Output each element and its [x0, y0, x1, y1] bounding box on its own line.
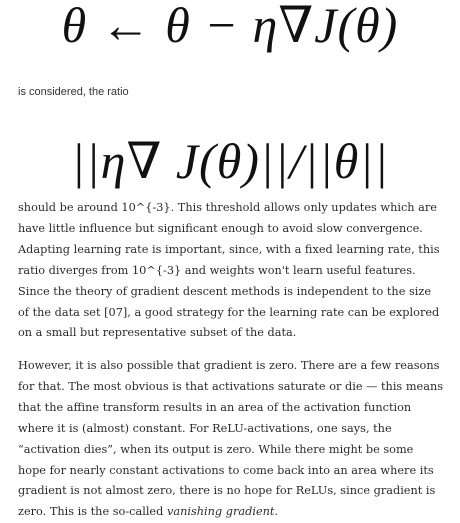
- ratio-equation: ||η∇ J(θ)||/||θ||: [71, 133, 389, 189]
- paragraph-vanishing-gradient-text: However, it is also possible that gradient is zero. There are a few reasons for that. The most obvious is that activations saturate or die — this means that the affine transform results in an area of the activation function where it is (almost) constant. For ReLU-activations, one says, the “activation dies”, when its output is zero. While there might be some hope for nearly constant activations to come back into an area where its gradient is not almost zero, there is no hope for ReLUs, since gradient is zero. This is the so-called: [18, 359, 444, 519]
- paragraph-vanishing-gradient: [18, 356, 444, 523]
- paragraph-learning-rate: should be around 10^{-3}. This threshold allows only updates which are have little influence but significant enough to avoid slow convergence. Adapting learning rate is important, since, with a fixed learning rate, this ratio diverges from 10^{-3} and weights won't learn useful features. Since the theory of gradient descent methods is independent to the size of the data set [07], a good strategy for the learning rate can be explored on a small but representative subset of the data.: [18, 201, 440, 340]
- paragraph-end: .: [274, 505, 279, 519]
- vanishing-gradient-term: vanishing gradient: [166, 505, 275, 519]
- update-rule-equation: θ ← θ − η∇J(θ): [61, 0, 399, 53]
- intro-text: is considered, the ratio: [18, 86, 129, 98]
